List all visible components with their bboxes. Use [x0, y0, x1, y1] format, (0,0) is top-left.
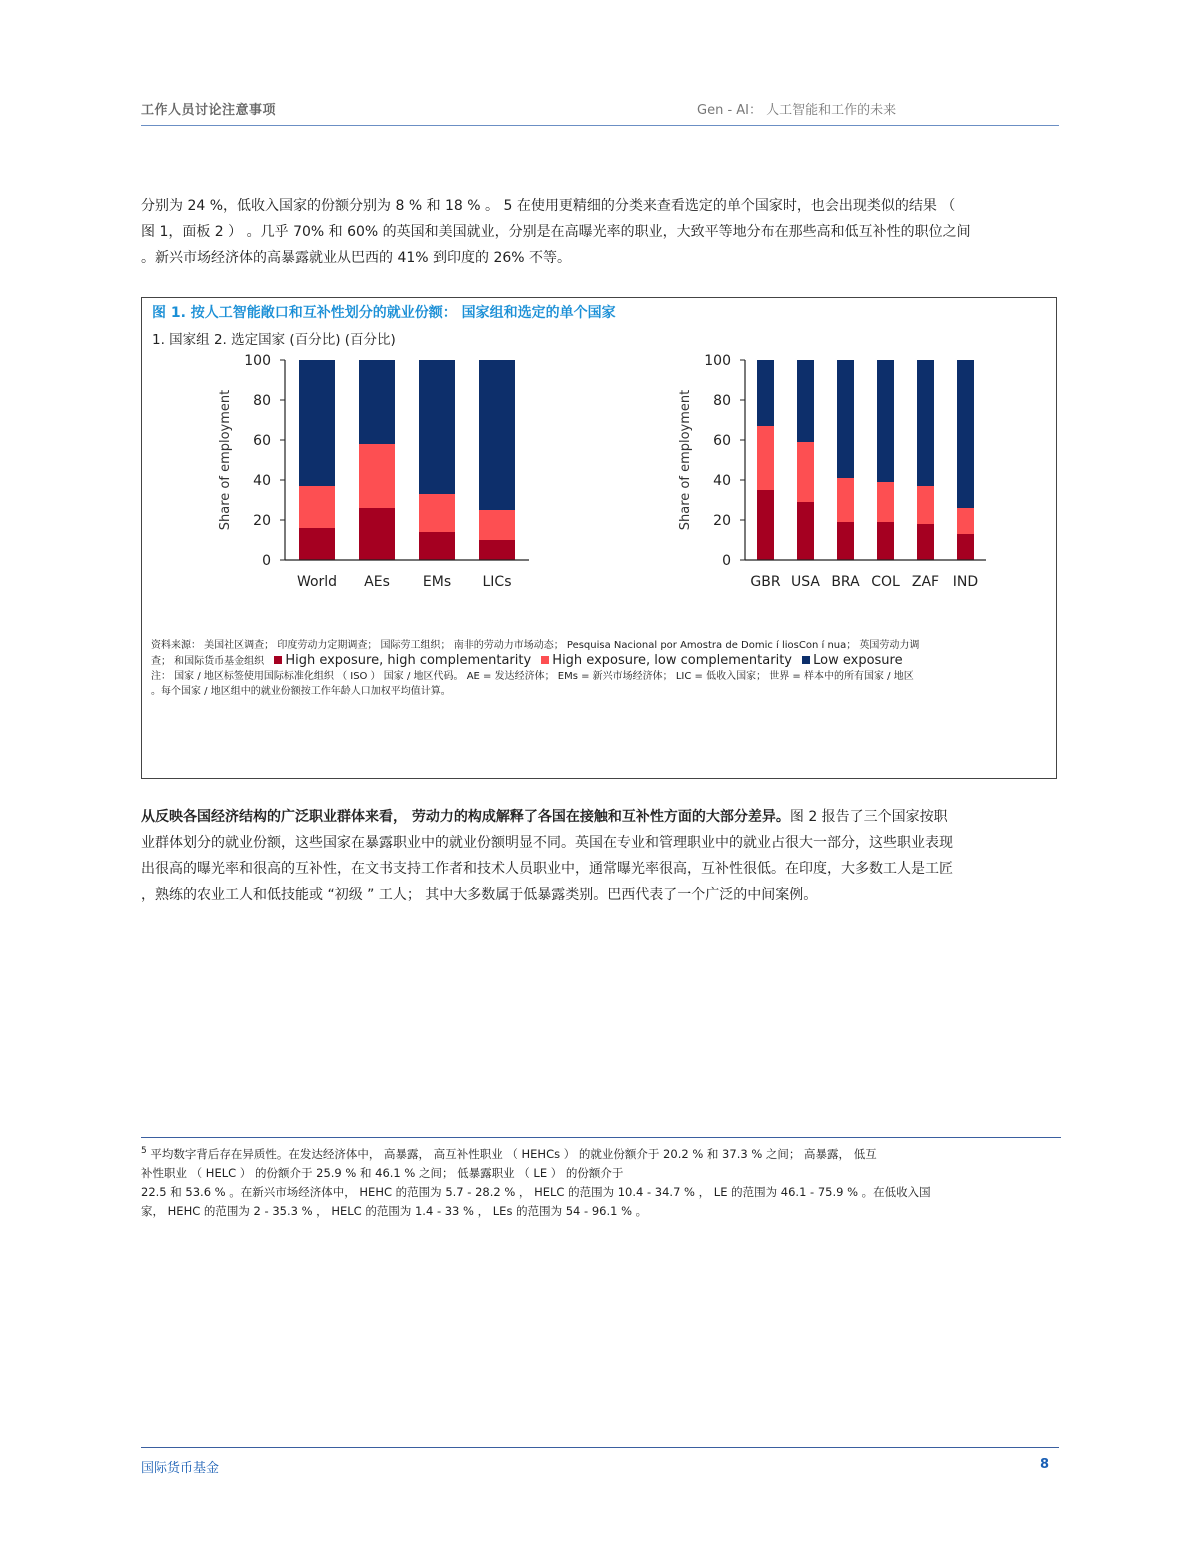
bar-segment: [917, 486, 934, 524]
bar-segment: [917, 360, 934, 486]
running-header-right: Gen - AI： 人工智能和工作的未来: [697, 103, 897, 118]
bar-segment: [479, 360, 515, 510]
x-tick-label: COL: [871, 574, 900, 590]
figure-subtitle: 1. 国家组 2. 选定国家 (百分比) (百分比): [152, 332, 396, 348]
figure-1-box: [141, 297, 1057, 779]
legend-swatch-high-low: [541, 656, 549, 664]
bar-segment: [479, 510, 515, 540]
bar-segment: [359, 508, 395, 560]
notes-iso-line: 注： 国家 / 地区标签使用国际标准化组织 （ ISO ） 国家 / 地区代码。 AE = 发达经济体； EMs = 新兴市场经济体； LIC = 低收入国家； 世界 = 样本中的所有国家 / 地区: [151, 671, 914, 682]
figure-title: 图 1. 按人工智能敞口和互补性划分的就业份额： 国家组和选定的单个国家: [152, 305, 616, 321]
chart-selected-countries: [677, 348, 997, 598]
legend-label-low: Low exposure: [813, 653, 903, 668]
footnote-rule: [141, 1137, 1061, 1138]
paragraph-line: 出很高的曝光率和很高的互补性，在文书支持工作者和技术人员职业中，通常曝光率很高，互补性很低。在印度，大多数工人是工匠: [141, 861, 953, 877]
y-tick-label: 100: [244, 353, 271, 369]
legend-label-high-high: High exposure, high complementarity: [285, 653, 532, 668]
bar-segment: [877, 482, 894, 522]
x-tick-label: LICs: [482, 574, 512, 590]
paragraph-line: 图 2 报告了三个国家按职: [789, 809, 948, 825]
bar-segment: [419, 360, 455, 494]
bar-segment: [917, 524, 934, 560]
legend-label-high-low: High exposure, low complementarity: [552, 653, 792, 668]
notes-sources-continued: 查； 和国际货币基金组织: [151, 656, 265, 667]
bar-segment: [877, 360, 894, 482]
bar-segment: [837, 478, 854, 522]
bar-segment: [419, 532, 455, 560]
x-tick-label: USA: [791, 574, 820, 590]
bar-segment: [359, 444, 395, 508]
y-tick-label: 60: [253, 433, 271, 449]
x-tick-label: IND: [952, 574, 979, 590]
bar-segment: [299, 360, 335, 486]
bar-segment: [359, 360, 395, 444]
y-tick-label: 20: [713, 513, 731, 529]
figure-notes: [151, 638, 1051, 699]
notes-sources-line: 资料来源： 美国社区调查； 印度劳动力定期调查； 国际劳工组织； 南非的劳动力市场动态； Pesquisa Nacional por Amostra de Domic í liosCon í nua； 英国劳动力调: [151, 640, 920, 651]
chart-country-groups: [217, 348, 537, 598]
footer-rule: [141, 1447, 1059, 1448]
y-tick-label: 0: [722, 553, 731, 569]
x-tick-label: GBR: [750, 574, 781, 590]
page-number: 8: [1040, 1457, 1050, 1472]
bar-segment: [797, 502, 814, 560]
y-tick-label: 0: [262, 553, 271, 569]
footnote-line: 补性职业 （ HELC ） 的份额介于 25.9 % 和 46.1 % 之间； 低暴露职业 （ LE ） 的份额介于: [141, 1165, 624, 1180]
bar-segment: [757, 426, 774, 490]
bar-segment: [757, 360, 774, 426]
bar-segment: [797, 360, 814, 442]
legend: [151, 653, 1051, 669]
y-tick-label: 100: [704, 353, 731, 369]
bar-segment: [479, 540, 515, 560]
body-paragraph-1: [141, 193, 1056, 271]
footnote-5: [141, 1142, 1056, 1221]
footnote-number: 5: [141, 1146, 147, 1156]
y-axis-label: Share of employment: [678, 389, 693, 531]
paragraph-lead-bold: 从反映各国经济结构的广泛职业群体来看， 劳动力的构成解释了各国在接触和互补性方面的大部分差异。: [141, 809, 790, 825]
bar-segment: [419, 494, 455, 532]
paragraph-line: ，熟练的农业工人和低技能或 “初级 ” 工人； 其中大多数属于低暴露类别。巴西代表了一个广泛的中间案例。: [141, 887, 818, 903]
y-tick-label: 20: [253, 513, 271, 529]
y-tick-label: 80: [713, 393, 731, 409]
legend-swatch-high-high: [274, 656, 282, 664]
paragraph-line: 。新兴市场经济体的高暴露就业从巴西的 41% 到印度的 26% 不等。: [141, 250, 572, 266]
x-tick-label: EMs: [422, 574, 452, 590]
bar-segment: [877, 522, 894, 560]
body-paragraph-2: [141, 804, 1056, 908]
bar-segment: [957, 360, 974, 508]
paragraph-line: 图 1，面板 2 ） 。几乎 70% 和 60% 的英国和美国就业，分别是在高曝光率的职业，大致平等地分布在那些高和低互补性的职位之间: [141, 224, 971, 240]
x-tick-label: World: [296, 574, 338, 590]
footnote-line: 22.5 和 53.6 % 。在新兴市场经济体中， HEHC 的范围为 5.7 - 28.2 % ， HELC 的范围为 10.4 - 34.7 % ， LE 的范围为 46.1 - 75.9 % 。在低收入国: [141, 1184, 931, 1199]
y-tick-label: 60: [713, 433, 731, 449]
y-axis-label: Share of employment: [218, 389, 233, 531]
y-tick-label: 40: [253, 473, 271, 489]
bar-segment: [299, 528, 335, 560]
notes-weights-line: 。每个国家 / 地区组中的就业份额按工作年龄人口加权平均值计算。: [151, 686, 451, 697]
paragraph-line: 分别为 24 %，低收入国家的份额分别为 8 % 和 18 % 。 5 在使用更精细的分类来查看选定的单个国家时，也会出现类似的结果 （: [141, 198, 956, 214]
y-tick-label: 40: [713, 473, 731, 489]
bar-segment: [837, 360, 854, 478]
footnote-line: 家， HEHC 的范围为 2 - 35.3 % ， HELC 的范围为 1.4 - 33 % ， LEs 的范围为 54 - 96.1 % 。: [141, 1203, 648, 1218]
x-tick-label: BRA: [831, 574, 860, 590]
bar-segment: [299, 486, 335, 528]
legend-swatch-low: [802, 656, 810, 664]
bar-segment: [837, 522, 854, 560]
footnote-line: 平均数字背后存在异质性。在发达经济体中， 高暴露， 高互补性职业 （ HEHCs ） 的就业份额介于 20.2 % 和 37.3 % 之间； 高暴露， 低互: [150, 1146, 877, 1161]
footer-org: 国际货币基金: [141, 1461, 220, 1476]
bar-segment: [957, 534, 974, 560]
running-header-left: 工作人员讨论注意事项: [141, 103, 277, 118]
header-rule: [141, 125, 1059, 126]
y-tick-label: 80: [253, 393, 271, 409]
bar-segment: [797, 442, 814, 502]
bar-segment: [757, 490, 774, 560]
paragraph-line: 业群体划分的就业份额，这些国家在暴露职业中的就业份额明显不同。英国在专业和管理职业中的就业占很大一部分，这些职业表现: [141, 835, 953, 851]
x-tick-label: ZAF: [911, 574, 940, 590]
x-tick-label: AEs: [364, 574, 390, 590]
bar-segment: [957, 508, 974, 534]
